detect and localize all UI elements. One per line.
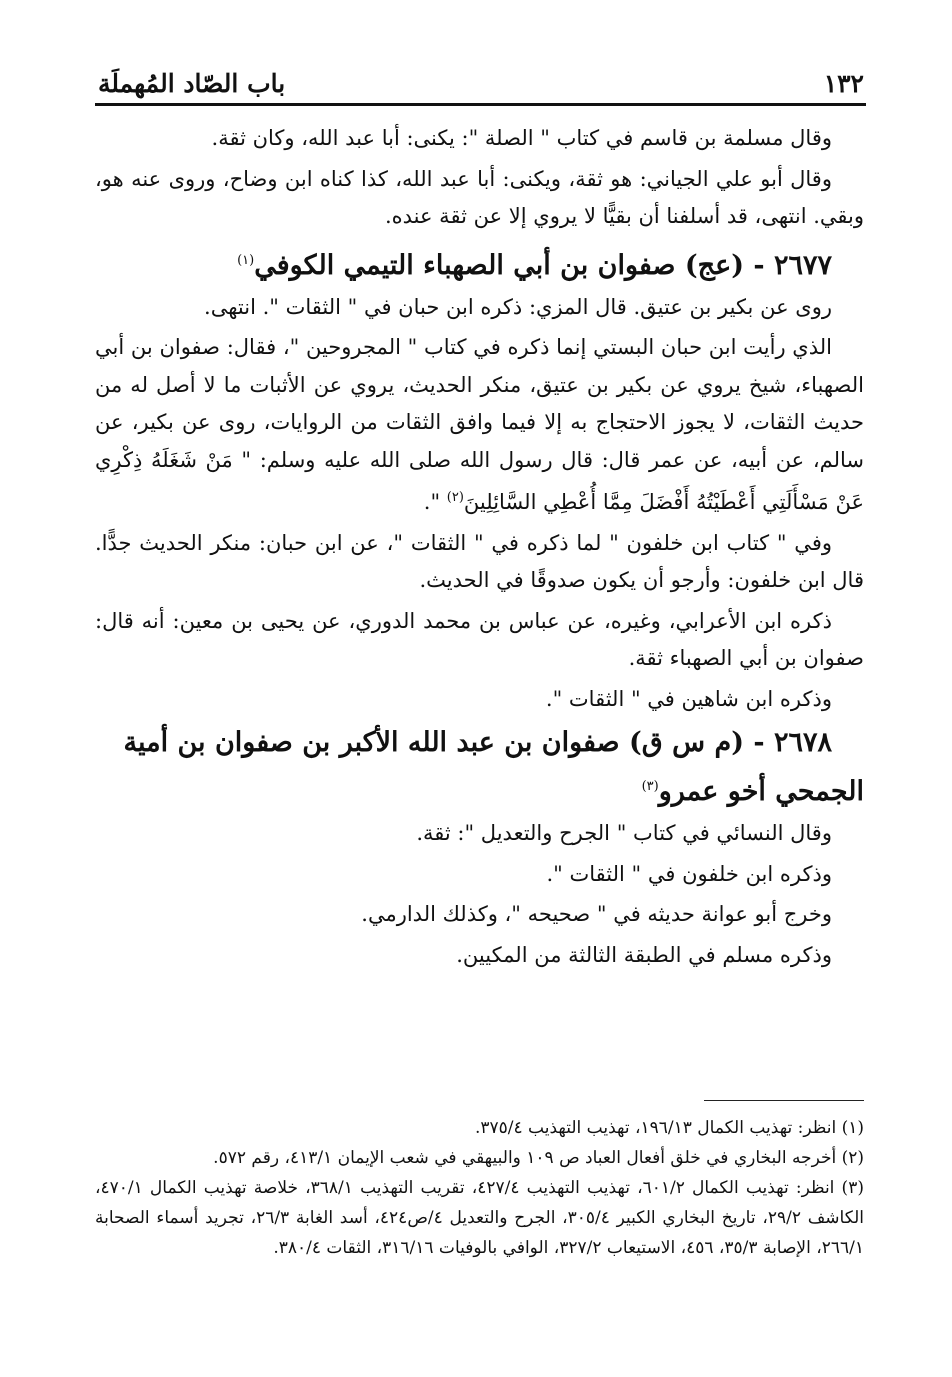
- paragraph-2678-nasai: وقال النسائي في كتاب " الجرح والتعديل ": ثقة.: [416, 821, 832, 845]
- paragraph-2677-ibn-khalfun: وفي " كتاب ابن خلفون " لما ذكره في " الثقات "، عن ابن حبان: منكر الحديث جدًّا. قال ابن خلفون: وأرجو أن يكون صدوقًا في الحديث.: [95, 530, 864, 592]
- paragraph-2677-ibn-aarabi: ذكره ابن الأعرابي، وغيره، عن عباس بن محمد الدوري، عن يحيى بن معين: أنه قال: صفوان بن أبي الصهباء ثقة.: [95, 608, 864, 670]
- entry-heading-2677-text: ٢٦٧٧ - (عج) صفوان بن أبي الصهباء التيمي الكوفي: [254, 249, 832, 281]
- paragraph-2677-ibn-shahin: وذكره ابن شاهين في " الثقات ".: [545, 686, 832, 711]
- entry-heading-2677: [95, 240, 864, 287]
- entry-heading-2678: ٢٦٧٨ - (م س ق) صفوان بن عبد الله الأكبر بن صفوان بن أمية: [123, 727, 832, 758]
- chapter-title: باب الصّاد المُهملَة: [98, 69, 286, 98]
- paragraph-jayyani: وقال أبو علي الجياني: هو ثقة، ويكنى: أبا عبد الله، كذا كناه ابن وضاح، وروى عنه هو، وبقي. انتهى، قد أسلفنا أن بقيًّا لا يروي إلا عن ثقة عنده.: [95, 166, 864, 228]
- paragraph-2677-ibn-hibban-text: الذي رأيت ابن حبان البستي إنما ذكره في كتاب " المجروحين "، فقال: صفوان بن أبي الصهباء، شيخ يروي عن بكير بن عتيق، منكر الحديث، يروي عن الأثبات ما لا أصل له من حديث الثقات، لا يجوز الاحتجاج به إلا فيما وافق الثقات من الروايات، روى عن بكير، عن سالم، عن أبيه، عن عمر قال: قال رسول الله صلى الله عليه وسلم: ": [95, 335, 864, 472]
- hadith-text: مَنْ شَغَلَهُ ذِكْرِي عَنْ مَسْأَلَتِي أَعْطَيْتُهُ أَفْضَلَ مِمَّا أُعْطِي السَّائِلِينَ: [95, 447, 864, 514]
- footnote-mark-1: (١): [237, 252, 255, 268]
- main-text: [95, 120, 864, 974]
- footnote-mark-2: (٢): [446, 490, 464, 505]
- paragraph-2678-muslim: وذكره مسلم في الطبقة الثالثة من المكيين.: [456, 942, 832, 967]
- header-rule: [95, 103, 866, 106]
- footnote-2: (٢) أخرجه البخاري في خلق أفعال العباد ص ١٠٩ والبيهقي في شعب الإيمان ٤١٣/١، رقم ٥٧٢.: [213, 1148, 864, 1168]
- page-header: [98, 58, 864, 98]
- paragraph-2677-ibn-hibban: [95, 329, 864, 522]
- entry-heading-2678-line2-text: الجمحي أخو عمرو: [658, 776, 864, 807]
- footnote-1: (١) انظر: تهذيب الكمال ١٩٦/١٣، تهذيب التهذيب ٣٧٥/٤.: [474, 1118, 864, 1138]
- hadith-close-quote: ".: [423, 490, 447, 514]
- paragraph-2678-abu-awana: وخرج أبو عوانة حديثه في " صحيحه "، وكذلك الدارمي.: [361, 902, 832, 926]
- paragraph-2677-mizzi: روى عن بكير بن عتيق. قال المزي: ذكره ابن حبان في " الثقات ". انتهى.: [204, 294, 832, 319]
- page-number: ١٣٢: [823, 69, 864, 98]
- footnotes: [95, 1113, 864, 1263]
- entry-heading-2678-line2: [95, 766, 864, 813]
- footnote-mark-3: (٣): [641, 779, 659, 794]
- footnote-3: (٣) انظر: تهذيب الكمال ٦٠١/٢، تهذيب التهذيب ٤٢٧/٤، تقريب التهذيب ٣٦٨/١، خلاصة تهذيب الكمال ٤٧٠/١، الكاشف ٢٩/٢، تاريخ البخاري الكبير ٣٠٥/٤، الجرح والتعديل ٤/ص٤٢٤، أسد الغابة ٢٦/٣، تجريد أسماء الصحابة ٢٦٦/١، الإصابة ٣٥/٣، ٤٥٦، الاستيعاب ٣٢٧/٢، الوافي بالوفيات ٣١٦/١٦، الثقات ٣٨٠/٤.: [95, 1178, 865, 1258]
- paragraph-2678-ibn-khalfun: وذكره ابن خلفون في " الثقات ".: [546, 861, 832, 886]
- footnote-separator: [704, 1100, 864, 1101]
- paragraph-maslama: وقال مسلمة بن قاسم في كتاب " الصلة ": يكنى: أبا عبد الله، وكان ثقة.: [211, 126, 832, 150]
